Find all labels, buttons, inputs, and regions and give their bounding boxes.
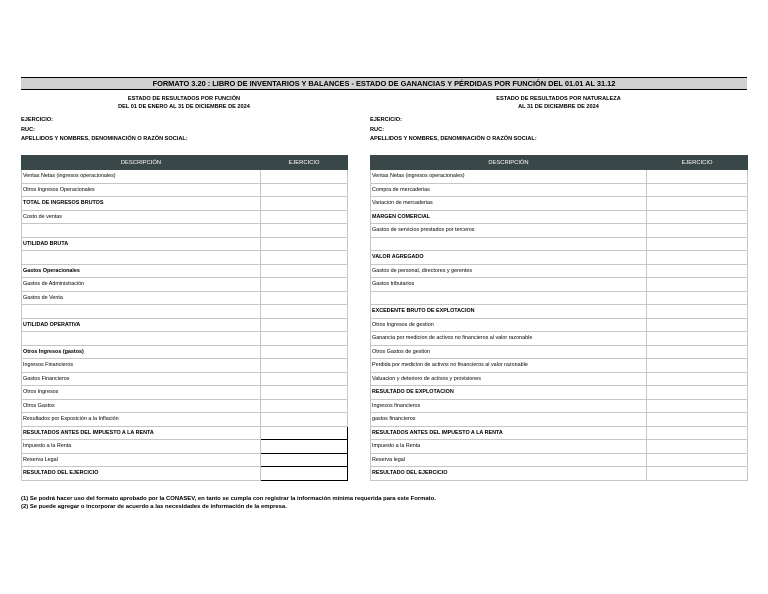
row-description: TOTAL DE INGRESOS BRUTOS — [22, 197, 261, 211]
row-description: Compra de mercaderias — [371, 183, 647, 197]
left-ruc-label: RUC: — [21, 126, 35, 133]
row-ejercicio-value[interactable] — [261, 372, 348, 386]
table-row — [22, 386, 348, 400]
left-table — [21, 155, 348, 481]
row-description: UTILIDAD BRUTA — [22, 237, 261, 251]
row-ejercicio-value[interactable] — [261, 237, 348, 251]
table-row — [371, 278, 748, 292]
table-row — [22, 305, 348, 319]
row-description: RESULTADOS ANTES DEL IMPUESTO A LA RENTA — [371, 426, 647, 440]
row-description: Gastos de personal, directores y gerentes — [371, 264, 647, 278]
table-row — [371, 453, 748, 467]
row-description: Gastos Operacionales — [22, 264, 261, 278]
table-row — [22, 224, 348, 238]
left-col-descripcion: DESCRIPCIÓN — [22, 156, 261, 170]
table-row — [22, 264, 348, 278]
right-panel-naturaleza — [370, 96, 747, 476]
row-description: Gastos Financieros — [22, 372, 261, 386]
row-description: EXCEDENTE BRUTO DE EXPLOTACION — [371, 305, 647, 319]
table-row — [371, 224, 748, 238]
row-description: Ventas Netas (ingresos operacionales) — [22, 170, 261, 184]
table-row — [371, 467, 748, 481]
row-ejercicio-value[interactable] — [647, 237, 748, 251]
row-description: Variacion de mercaderias — [371, 197, 647, 211]
row-description: RESULTADO DEL EJERCICIO — [22, 467, 261, 481]
row-ejercicio-value[interactable] — [261, 332, 348, 346]
table-row — [371, 372, 748, 386]
row-ejercicio-value[interactable] — [647, 345, 748, 359]
table-row — [22, 197, 348, 211]
row-ejercicio-value[interactable] — [261, 251, 348, 265]
right-col-descripcion: DESCRIPCIÓN — [371, 156, 647, 170]
row-description — [22, 224, 261, 238]
row-description: Impuesto a la Renta — [22, 440, 261, 454]
table-row — [371, 237, 748, 251]
row-ejercicio-value[interactable] — [261, 399, 348, 413]
row-description: Gastos de servicios prestados por terceros — [371, 224, 647, 238]
row-description: VALOR AGREGADO — [371, 251, 647, 265]
row-description: RESULTADO DEL EJERCICIO — [371, 467, 647, 481]
table-row — [22, 183, 348, 197]
row-ejercicio-value[interactable] — [261, 345, 348, 359]
table-row — [22, 372, 348, 386]
footnote-2: (2) Se puede agregar o incorporar de acuerdo a las necesidades de información de la empresa. — [21, 504, 287, 510]
table-row — [22, 345, 348, 359]
table-row — [371, 264, 748, 278]
row-ejercicio-value[interactable] — [647, 264, 748, 278]
row-description: Ingresos Financieros — [22, 359, 261, 373]
row-description: Gastos de Administración — [22, 278, 261, 292]
row-description: Costo de ventas — [22, 210, 261, 224]
row-ejercicio-value[interactable] — [647, 386, 748, 400]
row-ejercicio-value[interactable] — [261, 359, 348, 373]
right-col-ejercicio: EJERCICIO — [647, 156, 748, 170]
table-row — [22, 278, 348, 292]
table-row — [371, 426, 748, 440]
table-row — [22, 332, 348, 346]
row-ejercicio-value[interactable] — [261, 467, 348, 481]
row-description: Ingresos financieros — [371, 399, 647, 413]
row-description: Reserva legal — [371, 453, 647, 467]
table-row — [22, 413, 348, 427]
row-description: Ganancia por medicion de activos no financieros al valor razonable — [371, 332, 647, 346]
row-description: Resultados por Exposición a la Inflación — [22, 413, 261, 427]
table-row — [371, 318, 748, 332]
row-description: Otros Gastos de gestion — [371, 345, 647, 359]
row-ejercicio-value[interactable] — [261, 291, 348, 305]
table-row — [371, 251, 748, 265]
table-row — [371, 210, 748, 224]
row-ejercicio-value[interactable] — [647, 399, 748, 413]
row-ejercicio-value[interactable] — [261, 264, 348, 278]
row-ejercicio-value[interactable] — [261, 197, 348, 211]
right-heading: ESTADO DE RESULTADOS POR NATURALEZA — [496, 96, 621, 102]
right-period: AL 31 DE DICIEMBRE DE 2024 — [518, 103, 599, 110]
table-row — [371, 345, 748, 359]
row-ejercicio-value[interactable] — [261, 305, 348, 319]
table-row — [22, 318, 348, 332]
right-razon-label: APELLIDOS Y NOMBRES, DENOMINACIÓN O RAZÓN SOCIAL: — [370, 136, 537, 143]
row-ejercicio-value[interactable] — [261, 386, 348, 400]
row-ejercicio-value[interactable] — [647, 453, 748, 467]
table-row — [22, 426, 348, 440]
table-row — [22, 359, 348, 373]
row-ejercicio-value[interactable] — [647, 170, 748, 184]
table-row — [371, 305, 748, 319]
table-row — [371, 440, 748, 454]
row-description: Otros Ingresos (gastos) — [22, 345, 261, 359]
row-description: MARGEN COMERCIAL — [371, 210, 647, 224]
row-ejercicio-value[interactable] — [647, 305, 748, 319]
row-ejercicio-value[interactable] — [647, 291, 748, 305]
footnotes — [21, 495, 436, 511]
row-description — [22, 305, 261, 319]
row-description: UTILIDAD OPERATIVA — [22, 318, 261, 332]
row-description — [22, 251, 261, 265]
row-ejercicio-value[interactable] — [647, 210, 748, 224]
row-description: Gastos de Venta — [22, 291, 261, 305]
row-ejercicio-value[interactable] — [647, 372, 748, 386]
row-ejercicio-value[interactable] — [647, 224, 748, 238]
table-row — [371, 197, 748, 211]
row-ejercicio-value[interactable] — [261, 453, 348, 467]
row-ejercicio-value[interactable] — [647, 278, 748, 292]
table-row — [371, 399, 748, 413]
table-row — [371, 386, 748, 400]
row-ejercicio-value[interactable] — [647, 183, 748, 197]
row-ejercicio-value[interactable] — [647, 440, 748, 454]
row-description: gastos financieros — [371, 413, 647, 427]
row-ejercicio-value[interactable] — [261, 224, 348, 238]
table-row — [22, 251, 348, 265]
row-ejercicio-value[interactable] — [647, 251, 748, 265]
row-description: Ventas Netas (ingresos operacionales) — [371, 170, 647, 184]
row-description: Otros Ingresos Operacionales — [22, 183, 261, 197]
row-description — [371, 291, 647, 305]
row-ejercicio-value[interactable] — [261, 318, 348, 332]
row-ejercicio-value[interactable] — [647, 426, 748, 440]
row-description: Valuacion y deterioro de activos y provisiones — [371, 372, 647, 386]
left-heading: ESTADO DE RESULTADOS POR FUNCIÓN — [127, 96, 241, 102]
table-row — [371, 413, 748, 427]
footnote-1: (1) Se podrá hacer uso del formato aprobado por la CONASEV, en tanto se cumpla con registrar la información mínima requerida para este Formato. — [21, 496, 436, 502]
table-row — [22, 467, 348, 481]
row-ejercicio-value[interactable] — [261, 278, 348, 292]
left-col-ejercicio: EJERCICIO — [261, 156, 348, 170]
table-row — [371, 332, 748, 346]
right-table — [370, 155, 748, 481]
table-row — [22, 440, 348, 454]
document-title: FORMATO 3.20 : LIBRO DE INVENTARIOS Y BALANCES - ESTADO DE GANANCIAS Y PÉRDIDAS POR FUNCIÓN DEL 01.01 AL 31.12 — [21, 77, 747, 90]
row-ejercicio-value[interactable] — [647, 467, 748, 481]
table-row — [371, 359, 748, 373]
left-period: DEL 01 DE ENERO AL 31 DE DICIEMBRE DE 2024 — [118, 103, 250, 110]
row-ejercicio-value[interactable] — [647, 318, 748, 332]
table-row — [371, 291, 748, 305]
row-description: Impuesto a la Renta — [371, 440, 647, 454]
table-row — [22, 291, 348, 305]
row-description: Otros Ingresos — [22, 386, 261, 400]
table-row — [371, 170, 748, 184]
row-ejercicio-value[interactable] — [261, 210, 348, 224]
table-row — [22, 399, 348, 413]
table-row — [22, 453, 348, 467]
row-ejercicio-value[interactable] — [261, 183, 348, 197]
right-ejercicio-label: EJERCICIO: — [370, 117, 403, 123]
row-description: RESULTADOS ANTES DEL IMPUESTO A LA RENTA — [22, 426, 261, 440]
row-description — [22, 332, 261, 346]
row-description: Otros Ingresos de gestion — [371, 318, 647, 332]
row-ejercicio-value[interactable] — [647, 359, 748, 373]
row-description: Gastos tributarios — [371, 278, 647, 292]
row-description: Reserva Legal — [22, 453, 261, 467]
table-row — [22, 210, 348, 224]
row-description: Otros Gastos — [22, 399, 261, 413]
row-ejercicio-value[interactable] — [647, 332, 748, 346]
row-ejercicio-value[interactable] — [647, 197, 748, 211]
table-row — [371, 183, 748, 197]
table-row — [22, 237, 348, 251]
table-row — [22, 170, 348, 184]
row-ejercicio-value[interactable] — [261, 426, 348, 440]
row-description: RESULTADO DE EXPLOTACION — [371, 386, 647, 400]
row-description: Perdida por medicion de activos no financieros al valor razonable — [371, 359, 647, 373]
left-panel-funcion — [21, 96, 347, 476]
row-ejercicio-value[interactable] — [261, 170, 348, 184]
right-ruc-label: RUC: — [370, 126, 384, 133]
row-ejercicio-value[interactable] — [647, 413, 748, 427]
row-ejercicio-value[interactable] — [261, 440, 348, 454]
left-ejercicio-label: EJERCICIO: — [21, 117, 54, 123]
row-description — [371, 237, 647, 251]
row-ejercicio-value[interactable] — [261, 413, 348, 427]
left-razon-label: APELLIDOS Y NOMBRES, DENOMINACIÓN O RAZÓN SOCIAL: — [21, 136, 188, 143]
